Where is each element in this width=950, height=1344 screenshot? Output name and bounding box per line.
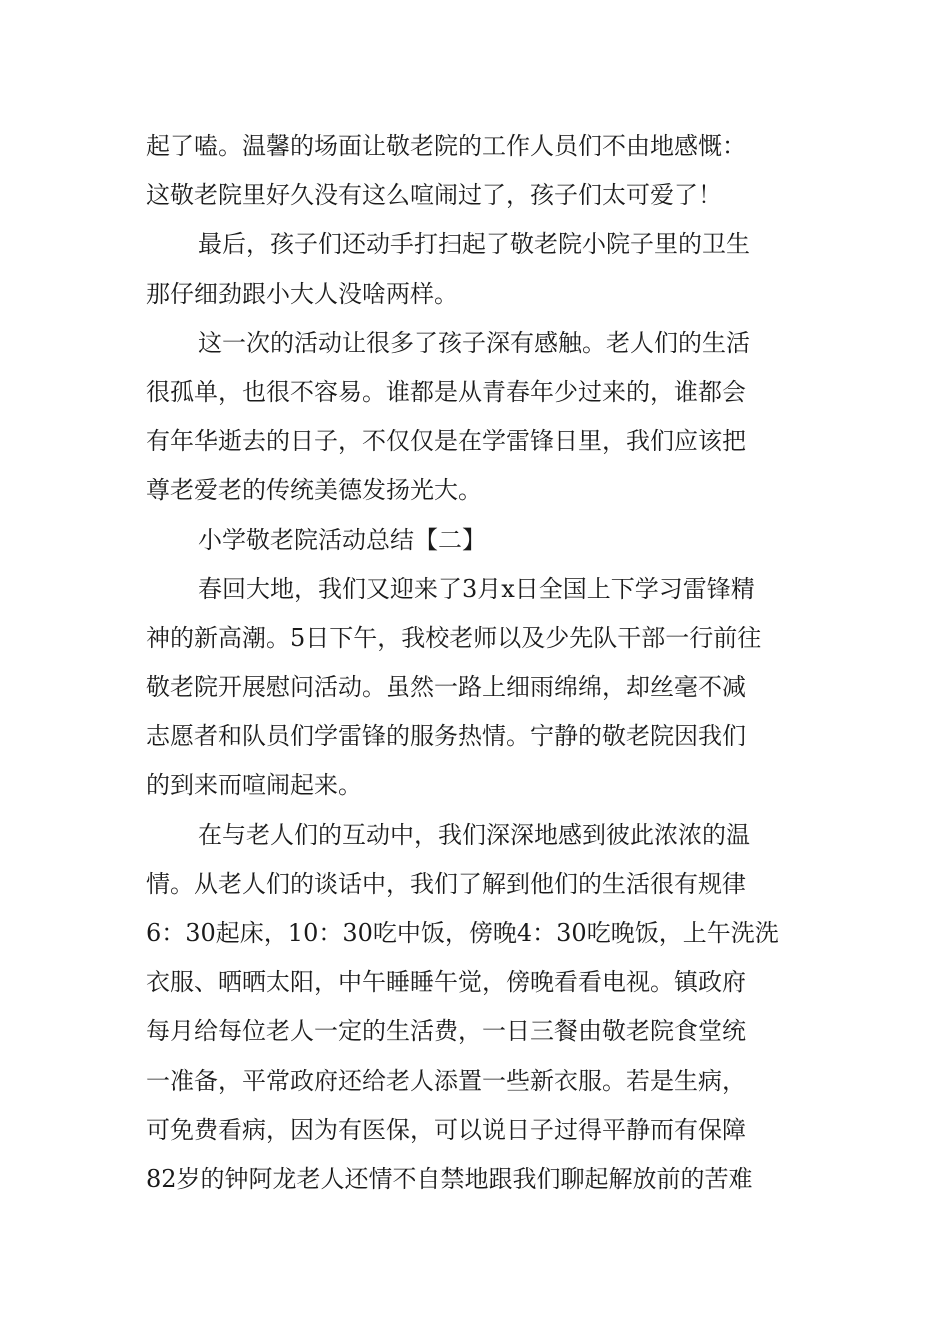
paragraph-start-line: 这一次的活动让很多了孩子深有感触。老人们的生活 (198, 328, 750, 357)
paragraph-start-line: 在与老人们的互动中，我们深深地感到彼此浓浓的温 (198, 820, 750, 849)
text-line: 有年华逝去的日子，不仅仅是在学雷锋日里，我们应该把 (146, 427, 746, 456)
text-line: 起了嗑。温馨的场面让敬老院的工作人员们不由地感慨： (146, 132, 746, 160)
text-line: 82岁的钟阿龙老人还情不自禁地跟我们聊起解放前的苦难 (146, 1164, 753, 1193)
text-line: 很孤单，也很不容易。谁都是从青春年少过来的，谁都会 (146, 377, 746, 406)
text-line: 志愿者和队员们学雷锋的服务热情。宁静的敬老院因我们 (146, 722, 746, 751)
text-line: 这敬老院里好久没有这么喧闹过了，孩子们太可爱了！ (146, 181, 722, 210)
text-line: 敬老院开展慰问活动。虽然一路上细雨绵绵，却丝毫不减 (146, 673, 746, 702)
text-line: 每月给每位老人一定的生活费，一日三餐由敬老院食堂统 (146, 1017, 746, 1046)
text-line: 神的新高潮。5日下午，我校老师以及少先队干部一行前往 (146, 623, 762, 652)
paragraph-start-line: 春回大地，我们又迎来了3月x日全国上下学习雷锋精 (198, 574, 755, 603)
text-line: 一准备，平常政府还给老人添置一些新衣服。若是生病， (146, 1066, 746, 1095)
section-heading: 小学敬老院活动总结【二】 (198, 525, 486, 554)
text-line: 尊老爱老的传统美德发扬光大。 (146, 476, 482, 505)
text-line: 衣服、晒晒太阳，中午睡睡午觉，傍晚看看电视。镇政府 (146, 968, 746, 997)
text-line: 情。从老人们的谈话中，我们了解到他们的生活很有规律 (146, 869, 746, 898)
paragraph-start-line: 最后，孩子们还动手打扫起了敬老院小院子里的卫生 (198, 230, 750, 259)
document-body (146, 122, 806, 1204)
text-line: 6：30起床，10：30吃中饭，傍晚4：30吃晚饭，上午洗洗 (146, 919, 779, 947)
text-line: 的到来而喧闹起来。 (146, 771, 362, 800)
text-line: 可免费看病，因为有医保，可以说日子过得平静而有保障 (146, 1115, 746, 1144)
text-line: 那仔细劲跟小大人没啥两样。 (146, 279, 458, 308)
